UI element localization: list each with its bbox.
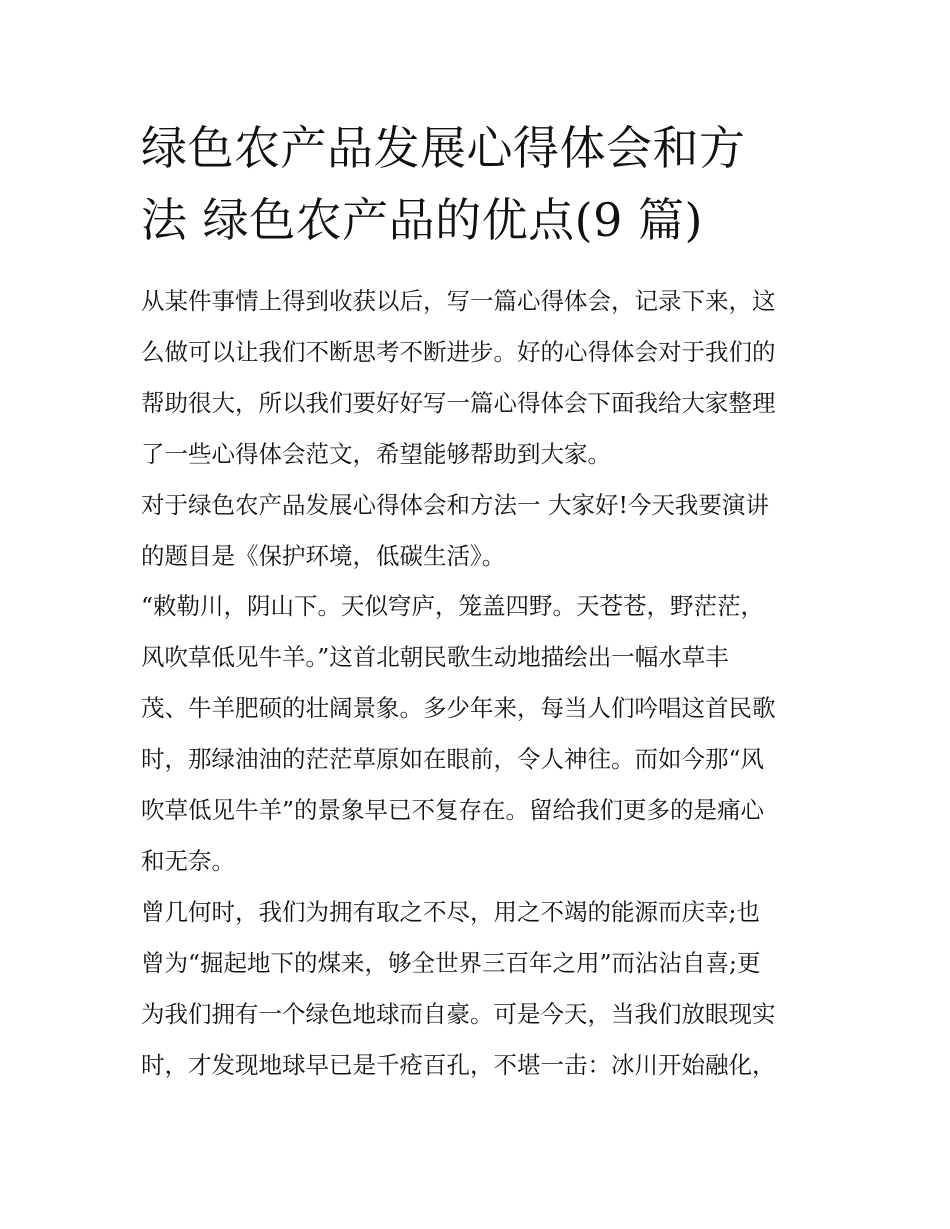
body-line: 么做可以让我们不断思考不断进步。好的心得体会对于我们的 bbox=[141, 337, 776, 366]
body-line: 为我们拥有一个绿色地球而自豪。可是今天，当我们放眼现实 bbox=[141, 999, 776, 1028]
document-title bbox=[141, 112, 813, 256]
body-line: 风吹草低见牛羊。”这首北朝民歌生动地描绘出一幅水草丰 bbox=[141, 643, 729, 672]
body-line: “敕勒川，阴山下。天似穹庐，笼盖四野。天苍苍，野茫茫， bbox=[141, 592, 765, 621]
body-line: 曾几何时，我们为拥有取之不尽，用之不竭的能源而庆幸;也 bbox=[141, 897, 760, 926]
body-line: 和无奈。 bbox=[141, 846, 235, 875]
body-line: 了一些心得体会范文，希望能够帮助到大家。 bbox=[141, 439, 611, 468]
body-line: 曾为“掘起地下的煤来，够全世界三百年之用”而沾沾自喜;更 bbox=[141, 948, 761, 977]
body-line: 吹草低见牛羊”的景象早已不复存在。留给我们更多的是痛心 bbox=[141, 796, 765, 825]
document-body bbox=[141, 276, 813, 1091]
body-line: 茂、牛羊肥硕的壮阔景象。多少年来，每当人们吟唱这首民歌 bbox=[141, 694, 776, 723]
document-content bbox=[141, 112, 813, 1091]
title-line-1: 绿色农产品发展心得体会和方 bbox=[141, 121, 746, 175]
body-line: 时，那绿油油的茫茫草原如在眼前，令人神往。而如今那“风 bbox=[141, 745, 765, 774]
body-line: 对于绿色农产品发展心得体会和方法一 大家好!今天我要演讲 bbox=[141, 490, 769, 519]
body-line: 从某件事情上得到收获以后，写一篇心得体会，记录下来，这 bbox=[141, 287, 776, 315]
body-line: 的题目是《保护环境，低碳生活》。 bbox=[141, 541, 506, 570]
title-line-2: 法 绿色农产品的优点(9 篇) bbox=[141, 193, 703, 247]
body-line: 时，才发现地球早已是千疮百孔，不堪一击：冰川开始融化， bbox=[141, 1050, 776, 1079]
body-line: 帮助很大，所以我们要好好写一篇心得体会下面我给大家整理 bbox=[141, 388, 776, 417]
